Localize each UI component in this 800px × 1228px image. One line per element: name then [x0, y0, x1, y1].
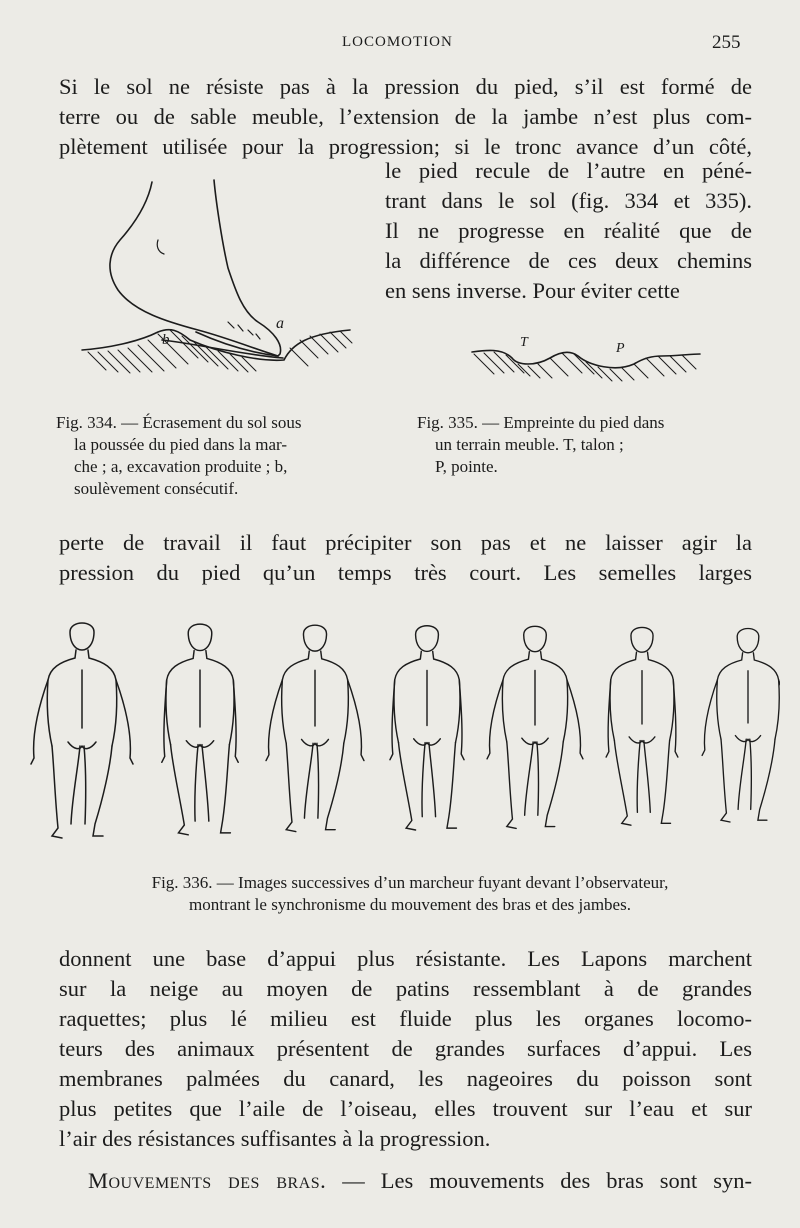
figure-334-foot-illustration [78, 172, 358, 392]
text-line: la différence de ces deux chemins [385, 248, 752, 273]
figure-335-footprint-illustration [466, 322, 706, 392]
caption-line: Fig. 335. — Empreinte du pied dans [417, 413, 665, 432]
text-line: plètement utilisée pour la progression; si le tronc avance d’un côté, [59, 134, 752, 159]
text-line: en sens inverse. Pour éviter cette [385, 278, 680, 303]
text-line: raquettes; plus lé milieu est fluide plus les organes locomo- [59, 1006, 752, 1031]
walking-figure [390, 626, 464, 830]
caption-line: P, pointe. [435, 457, 498, 476]
paragraph-continuation [59, 528, 752, 588]
label-a: a [276, 315, 284, 332]
text-line: trant dans le sol (fig. 334 et 335). [385, 188, 752, 213]
walking-figure [606, 627, 678, 825]
figure-335-caption [417, 412, 757, 478]
paragraph-intro [59, 72, 752, 162]
page-number: 255 [712, 32, 741, 53]
paragraph-body [59, 944, 752, 1154]
caption-line: soulèvement consécutif. [74, 479, 239, 498]
page-header [0, 32, 800, 56]
caption-line: che ; a, excavation produite ; b, [74, 457, 288, 476]
caption-line: Fig. 334. — Écrasement du sol sous [56, 413, 302, 432]
walking-figure [487, 626, 583, 828]
text-line: plus petites que l’aile de l’oiseau, elles trouvent sur l’eau et sur [59, 1096, 752, 1121]
text-line: Il ne progresse en réalité que de [385, 218, 752, 243]
label-toe-P: P [616, 341, 625, 356]
figure-334-caption [56, 412, 396, 500]
caption-line: la poussée du pied dans la mar- [74, 435, 288, 454]
paragraph-arm-movements [88, 1166, 752, 1196]
text-line: pression du pied qu’un temps très court. Les semelles larges [59, 560, 752, 585]
walking-figure [702, 629, 780, 823]
text-line: perte de travail il faut précipiter son pas et ne laisser agir la [59, 530, 752, 555]
caption-line: Fig. 336. — Images successives d’un marcheur fuyant devant l’observateur, [151, 873, 669, 892]
text-line: le pied recule de l’autre en péné- [385, 158, 752, 183]
text-line: donnent une base d’appui plus résistante. Les Lapons marchent [59, 946, 752, 971]
label-b: b [162, 332, 170, 348]
walking-figure [162, 624, 238, 835]
text-line [88, 1166, 752, 1196]
caption-line: montrant le synchronisme du mouvement des bras et des jambes. [189, 895, 631, 914]
text-line: teurs des animaux présentent de grandes surfaces d’appui. Les [59, 1036, 752, 1061]
walking-figure [31, 623, 133, 838]
running-title: LOCOMOTION [342, 34, 453, 50]
text-line: terre ou de sable meuble, l’extension de la jambe n’est plus com- [59, 104, 752, 129]
walking-figure [266, 625, 364, 831]
section-text: — Les mouvements des bras sont syn- [326, 1168, 752, 1193]
paragraph-intro-wrapped [385, 156, 752, 306]
figure-336-walkers-illustration [30, 608, 780, 848]
text-line: sur la neige au moyen de patins ressemblant à de grandes [59, 976, 752, 1001]
text-line: l’air des résistances suffisantes à la progression. [59, 1126, 491, 1151]
text-line: membranes palmées du canard, les nageoires du poisson sont [59, 1066, 752, 1091]
caption-line: un terrain meuble. T, talon ; [435, 435, 624, 454]
label-heel-T: T [520, 335, 528, 350]
text-line: Si le sol ne résiste pas à la pression du pied, s’il est formé de [59, 74, 752, 99]
figure-336-caption [40, 872, 780, 916]
section-heading: Mouvements des bras. [88, 1168, 327, 1193]
